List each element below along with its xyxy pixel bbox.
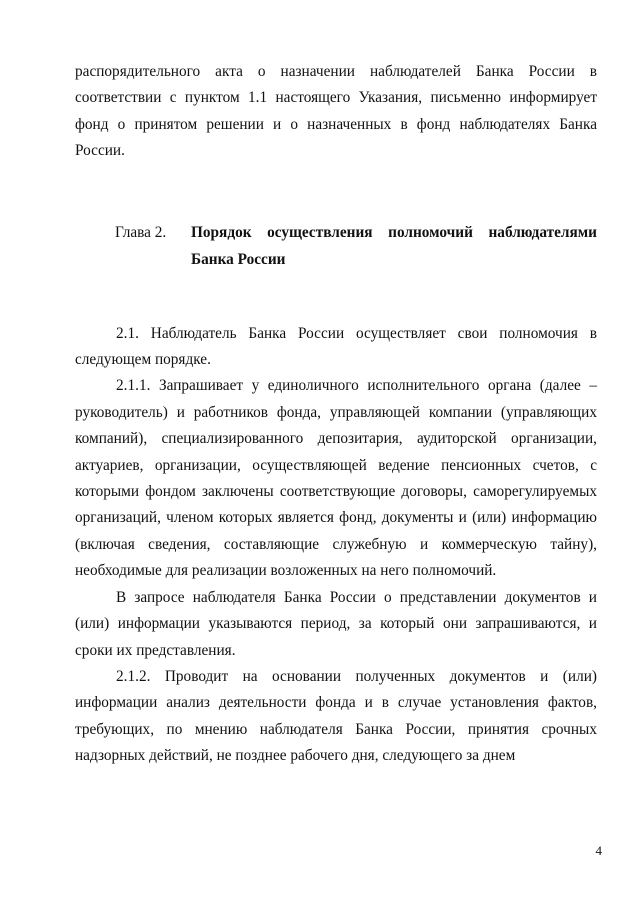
- paragraph-2-1-1: 2.1.1. Запрашивает у единоличного исполнительного органа (далее – руководитель) и работников фонда, управляющей компании (управляющих компаний), специализированного депозитария, аудиторской организации, актуариев, организации, осуществляющей ведение пенсионных счетов, с которыми фондом заключены соответствующие договоры, саморегулируемых организаций, членом которых является фонд, документы и (или) информацию (включая сведения, составляющие служебную и коммерческую тайну), необходимые для реализации возложенных на него полномочий.: [75, 377, 597, 580]
- document-page: [75, 59, 597, 770]
- spacer: [75, 165, 597, 219]
- paragraph-2-1-2: 2.1.2. Проводит на основании полученных документов и (или) информации анализ деятельности фонда и в случае установления фактов, требующих, по мнению наблюдателя Банка России, принятия срочных надзорных действий, не позднее рабочего дня, следующего за днем: [75, 667, 597, 765]
- paragraph-2-1: 2.1. Наблюдатель Банка России осуществляет свои полномочия в следующем порядке.: [75, 324, 597, 369]
- chapter-heading: [115, 219, 597, 273]
- chapter-title: Порядок осуществления полномочий наблюдателями Банка России: [191, 223, 597, 268]
- page-number: 4: [595, 843, 602, 858]
- paragraph-request-details: В запросе наблюдателя Банка России о представлении документов и (или) информации указываются период, за который они запрашиваются, и сроки их представления.: [75, 588, 597, 659]
- intro-paragraph: распорядительного акта о назначении наблюдателей Банка России в соответствии с пунктом 1.1 настоящего Указания, письменно информирует фонд о принятом решении и о назначенных в фонд наблюдателях Банка России.: [75, 63, 597, 160]
- chapter-number: Глава 2.: [115, 223, 167, 241]
- spacer: [75, 273, 597, 321]
